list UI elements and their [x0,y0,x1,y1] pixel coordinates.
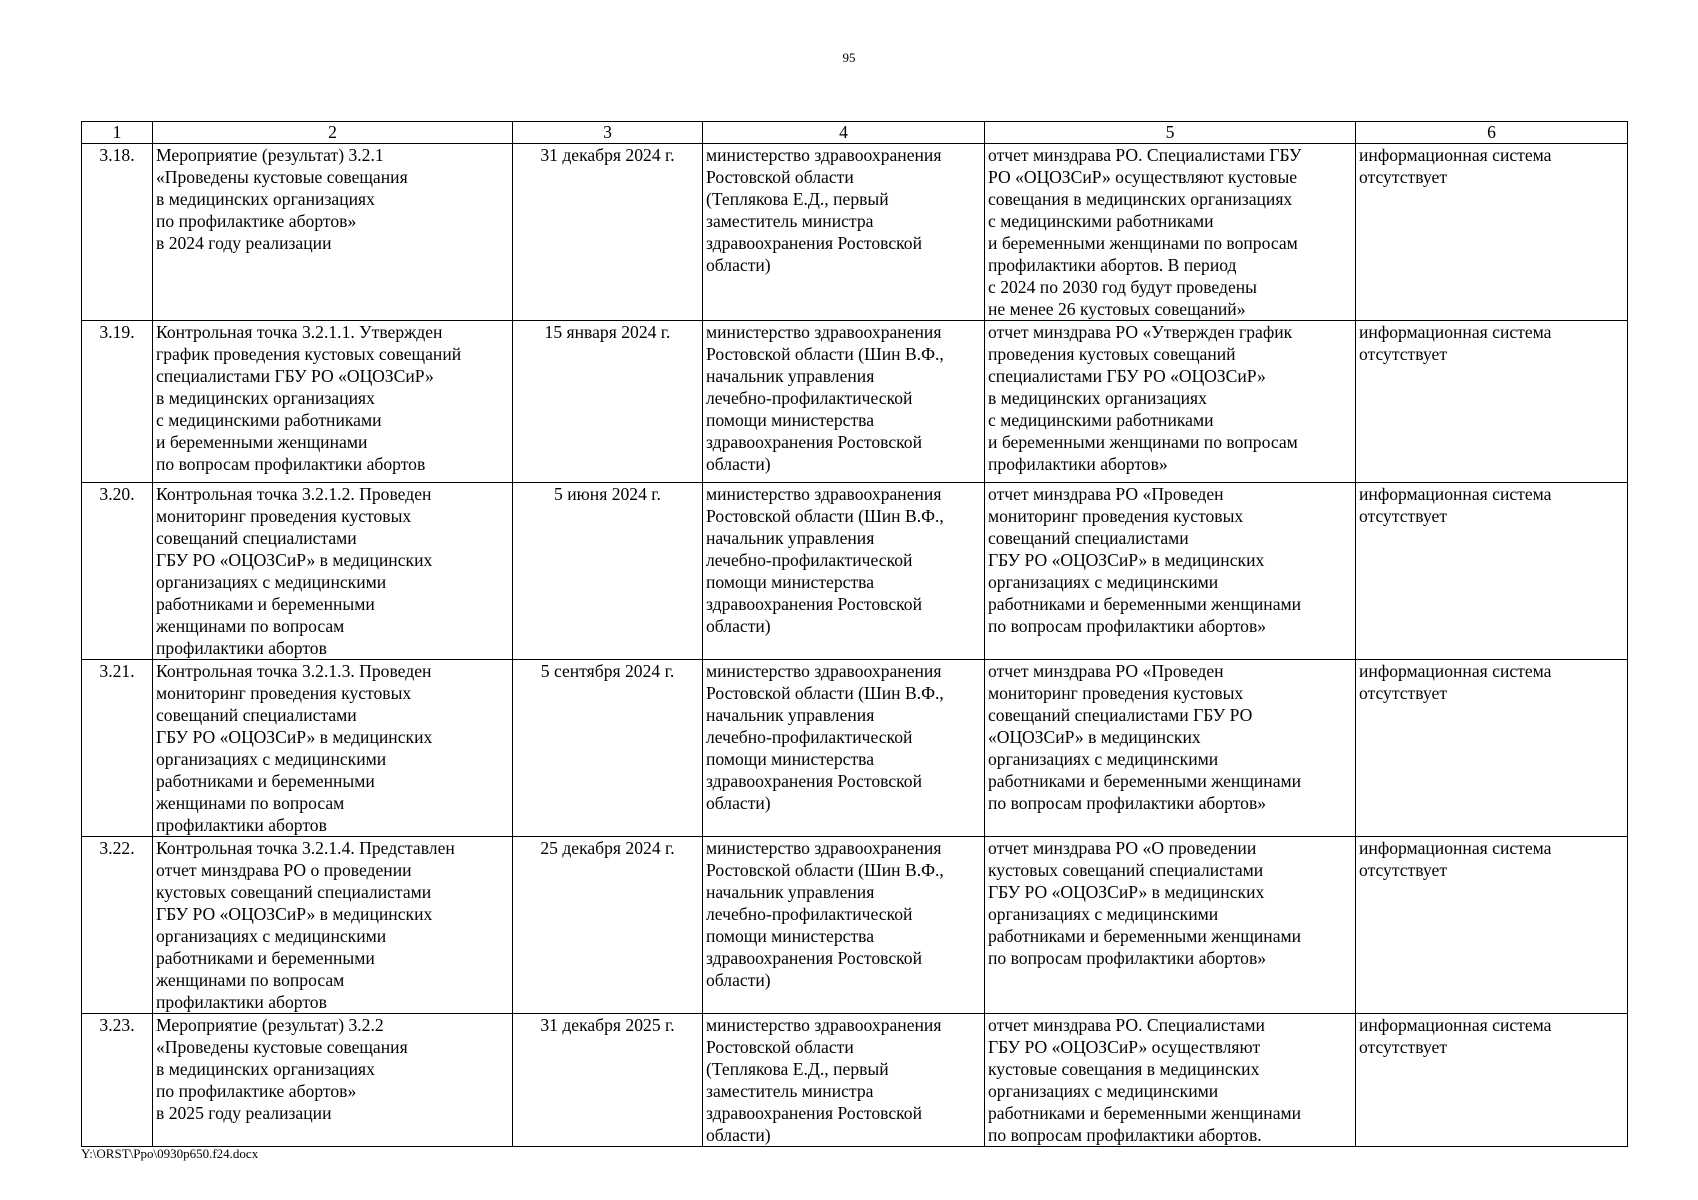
confirming-document: отчет минздрава РО «Проведен мониторинг проведения кустовых совещаний специалистами ГБУ РО «ОЦОЗСиР» в медицинских организациях с медицинскими работниками и беременными женщинами по вопросам профилактики абортов» [985,483,1356,660]
row-number: 3.19. [82,321,153,483]
column-number: 3 [513,122,703,144]
information-system: информационная система отсутствует [1356,144,1628,321]
responsible-executor: министерство здравоохранения Ростовской области (Теплякова Е.Д., первый заместитель министра здравоохранения Ростовской области) [703,1014,985,1147]
event-name: Мероприятие (результат) 3.2.1 «Проведены кустовые совещания в медицинских организациях по профилактике абортов» в 2024 году реализации [153,144,513,321]
column-number: 6 [1356,122,1628,144]
column-number: 2 [153,122,513,144]
responsible-executor: министерство здравоохранения Ростовской области (Шин В.Ф., начальник управления лечебно-профилактической помощи министерства здравоохранения Ростовской области) [703,321,985,483]
table-row [82,144,1628,321]
information-system: информационная система отсутствует [1356,1014,1628,1147]
confirming-document: отчет минздрава РО «О проведении кустовых совещаний специалистами ГБУ РО «ОЦОЗСиР» в медицинских организациях с медицинскими работниками и беременными женщинами по вопросам профилактики абортов» [985,837,1356,1014]
event-name: Контрольная точка 3.2.1.1. Утвержден график проведения кустовых совещаний специалистами ГБУ РО «ОЦОЗСиР» в медицинских организациях с медицинскими работниками и беременными женщинами по вопросам профилактики абортов [153,321,513,483]
event-name: Контрольная точка 3.2.1.2. Проведен мониторинг проведения кустовых совещаний специалистами ГБУ РО «ОЦОЗСиР» в медицинских организациях с медицинскими работниками и беременными женщинами по вопросам профилактики абортов [153,483,513,660]
deadline-date: 31 декабря 2025 г. [513,1014,703,1147]
table-row [82,1014,1628,1147]
plan-table [81,121,1628,1147]
column-number: 4 [703,122,985,144]
row-number: 3.22. [82,837,153,1014]
column-number: 1 [82,122,153,144]
information-system: информационная система отсутствует [1356,837,1628,1014]
row-number: 3.21. [82,660,153,837]
deadline-date: 31 декабря 2024 г. [513,144,703,321]
confirming-document: отчет минздрава РО. Специалистами ГБУ РО «ОЦОЗСиР» осуществляют кустовые совещания в медицинских организациях с медицинскими работниками и беременными женщинами по вопросам профилактики абортов. В период с 2024 по 2030 год будут проведены не менее 26 кустовых совещаний» [985,144,1356,321]
column-number: 5 [985,122,1356,144]
information-system: информационная система отсутствует [1356,483,1628,660]
page-number: 95 [842,50,856,65]
deadline-date: 5 сентября 2024 г. [513,660,703,837]
responsible-executor: министерство здравоохранения Ростовской области (Шин В.Ф., начальник управления лечебно-профилактической помощи министерства здравоохранения Ростовской области) [703,483,985,660]
row-number: 3.20. [82,483,153,660]
responsible-executor: министерство здравоохранения Ростовской области (Шин В.Ф., начальник управления лечебно-профилактической помощи министерства здравоохранения Ростовской области) [703,660,985,837]
table-row [82,660,1628,837]
deadline-date: 5 июня 2024 г. [513,483,703,660]
deadline-date: 15 января 2024 г. [513,321,703,483]
file-path-footer: Y:\ORST\Ppo\0930p650.f24.docx [81,1146,259,1161]
responsible-executor: министерство здравоохранения Ростовской области (Шин В.Ф., начальник управления лечебно-профилактической помощи министерства здравоохранения Ростовской области) [703,837,985,1014]
table-row [82,483,1628,660]
row-number: 3.23. [82,1014,153,1147]
confirming-document: отчет минздрава РО. Специалистами ГБУ РО «ОЦОЗСиР» осуществляют кустовые совещания в медицинских организациях с медицинскими работниками и беременными женщинами по вопросам профилактики абортов. [985,1014,1356,1147]
information-system: информационная система отсутствует [1356,660,1628,837]
event-name: Контрольная точка 3.2.1.4. Представлен отчет минздрава РО о проведении кустовых совещаний специалистами ГБУ РО «ОЦОЗСиР» в медицинских организациях с медицинскими работниками и беременными женщинами по вопросам профилактики абортов [153,837,513,1014]
deadline-date: 25 декабря 2024 г. [513,837,703,1014]
information-system: информационная система отсутствует [1356,321,1628,483]
row-number: 3.18. [82,144,153,321]
confirming-document: отчет минздрава РО «Проведен мониторинг проведения кустовых совещаний специалистами ГБУ РО «ОЦОЗСиР» в медицинских организациях с медицинскими работниками и беременными женщинами по вопросам профилактики абортов» [985,660,1356,837]
table-row [82,837,1628,1014]
event-name: Мероприятие (результат) 3.2.2 «Проведены кустовые совещания в медицинских организациях по профилактике абортов» в 2025 году реализации [153,1014,513,1147]
table-row [82,321,1628,483]
event-name: Контрольная точка 3.2.1.3. Проведен мониторинг проведения кустовых совещаний специалистами ГБУ РО «ОЦОЗСиР» в медицинских организациях с медицинскими работниками и беременными женщинами по вопросам профилактики абортов [153,660,513,837]
column-number-row [82,122,1628,144]
confirming-document: отчет минздрава РО «Утвержден график проведения кустовых совещаний специалистами ГБУ РО «ОЦОЗСиР» в медицинских организациях с медицинскими работниками и беременными женщинами по вопросам профилактики абортов» [985,321,1356,483]
responsible-executor: министерство здравоохранения Ростовской области (Теплякова Е.Д., первый заместитель министра здравоохранения Ростовской области) [703,144,985,321]
